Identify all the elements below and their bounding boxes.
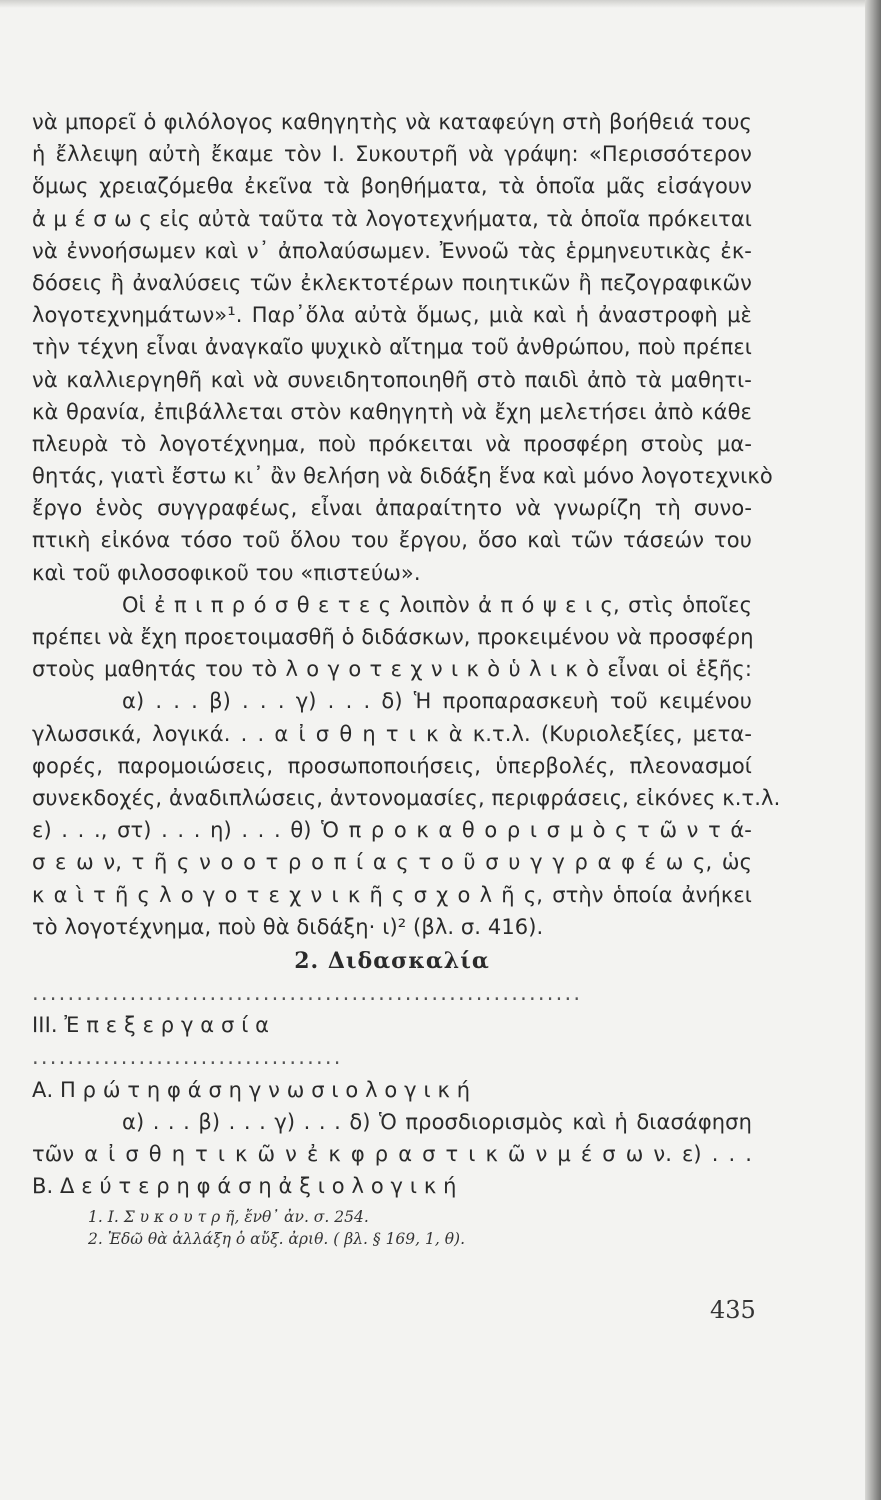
body-line: στοὺς μαθητάς του τὸ λ ο γ ο τ ε χ ν ι κ ὸ ὑ λ ι κ ὸ εἶναι οἱ ἑξῆς: <box>32 657 752 682</box>
body-line: ὅμως χρειαζόμεθα ἐκεῖνα τὰ βοηθήματα, τὰ ὁποῖα μᾶς εἰσάγουν <box>32 174 752 199</box>
body-line: λογοτεχνημάτων»¹. Παρ᾽ὅλα αὐτὰ ὅμως, μιὰ καὶ ἡ ἀναστροφὴ μὲ <box>32 303 752 328</box>
phase-a-line: α) . . . β) . . . γ) . . . δ) Ὁ προσδιορισμὸς καὶ ἡ διασάφηση <box>122 1109 752 1134</box>
body-line: νὰ μπορεῖ ὁ φιλόλογος καθηγητὴς νὰ καταφεύγη στὴ βοήθειά τους <box>32 110 752 134</box>
page-number: 435 <box>710 1296 756 1324</box>
body-line: Οἱ ἐ π ι π ρ ό σ θ ε τ ε ς λοιπὸν ἀ π ό ψ ε ι ς, στὶς ὁποῖες <box>122 592 752 617</box>
body-line: φορές, παρομοιώσεις, προσωποποιήσεις, ὑπερβολές, πλεονασμοί <box>32 753 752 778</box>
ellipsis-divider-short: ................................... <box>32 1045 343 1070</box>
footnotes <box>32 1206 752 1250</box>
document-page <box>32 106 781 1250</box>
body-line: ἡ ἔλλειψη αὐτὴ ἔκαμε τὸν Ι. Συκουτρῆ νὰ γράψη: «Περισσότερον <box>32 142 752 167</box>
body-line: θητάς, γιατὶ ἔστω κι᾽ ἂν θελήση νὰ διδάξη ἕνα καὶ μόνο λογοτεχνικὸ <box>32 464 773 489</box>
body-line: δόσεις ἢ ἀναλύσεις τῶν ἐκλεκτοτέρων ποιητικῶν ἢ πεζογραφικῶν <box>32 270 752 295</box>
page-top-shadow <box>0 0 881 8</box>
body-line: πρέπει νὰ ἔχη προετοιμασθῆ ὁ διδάσκων, προκειμένου νὰ προσφέρη <box>32 625 754 649</box>
body-line: τὴν τέχνη εἶναι ἀναγκαῖο ψυχικὸ αἴτημα τοῦ ἀνθρώπου, ποὺ πρέπει <box>32 335 752 360</box>
ellipsis-divider: .............................................................. <box>32 981 583 1006</box>
body-line: νὰ ἐννοήσωμεν καὶ ν᾽ ἀπολαύσωμεν. Ἐννοῶ τὰς ἑρμηνευτικὰς ἐκ- <box>32 238 752 263</box>
body-line: νὰ καλλιεργηθῆ καὶ νὰ συνειδητοποιηθῆ στὸ παιδὶ ἀπὸ τὰ μαθητι- <box>32 367 752 392</box>
body-text <box>32 106 781 943</box>
section-heading: 2. Διδασκαλία <box>294 947 490 974</box>
body-line: σ ε ω ν, τ ῆ ς ν ο ο τ ρ ο π ί α ς τ ο ῦ σ υ γ γ ρ α φ έ ω ς, ὡς <box>32 850 752 875</box>
body-line: γλωσσικά, λογικά. . . α ἰ σ θ η τ ι κ ὰ κ.τ.λ. (Κυριολεξίες, μετα- <box>32 721 752 746</box>
subheading-epexergasia: ΙΙΙ. Ἐ π ε ξ ε ρ γ α σ ί α <box>32 1013 270 1038</box>
body-line: τὸ λογοτέχνημα, ποὺ θὰ διδάξη· ι)² (βλ. σ. 416). <box>32 914 544 939</box>
body-line: ε) . . ., στ) . . . η) . . . θ) Ὁ π ρ ο κ α θ ο ρ ι σ μ ὸ ς τ ῶ ν τ ά- <box>32 818 752 843</box>
body-line: ἀ μ έ σ ω ς εἰς αὐτὰ ταῦτα τὰ λογοτεχνήματα, τὰ ὁποῖα πρόκειται <box>32 206 752 231</box>
body-line: κὰ θρανία, ἐπιβάλλεται στὸν καθηγητὴ νὰ ἔχη μελετήσει ἀπὸ κάθε <box>32 399 752 424</box>
body-line: συνεκδοχές, ἀναδιπλώσεις, ἀντονομασίες, περιφράσεις, εἰκόνες κ.τ.λ. <box>32 785 781 810</box>
body-line: πτικὴ εἰκόνα τόσο τοῦ ὅλου του ἔργου, ὅσο καὶ τῶν τάσεών του <box>32 528 752 553</box>
footnote-2: 2. Ἐδῶ θὰ ἀλλάξη ὁ αὔξ. ἀριθ. ( βλ. § 169, 1, θ). <box>88 1230 466 1249</box>
body-line: καὶ τοῦ φιλοσοφικοῦ του «πιστεύω». <box>32 560 421 585</box>
phase-b-heading: Β. Δ ε ύ τ ε ρ η φ ά σ η ἀ ξ ι ο λ ο γ ι κ ή <box>32 1174 457 1199</box>
body-line: ἔργο ἑνὸς συγγραφέως, εἶναι ἀπαραίτητο νὰ γνωρίζη τὴ συνο- <box>32 496 752 521</box>
phase-a-heading: Α. Π ρ ώ τ η φ ά σ η γ ν ω σ ι ο λ ο γ ι κ ή <box>32 1077 471 1102</box>
page-binding-edge <box>865 0 881 1500</box>
body-line: κ α ὶ τ ῆ ς λ ο γ ο τ ε χ ν ι κ ῆ ς σ χ ο λ ῆ ς, στὴν ὁποία ἀνήκει <box>32 882 752 907</box>
phase-a-line: τῶν α ἰ σ θ η τ ι κ ῶ ν ἐ κ φ ρ α σ τ ι κ ῶ ν μ έ σ ω ν. ε) . . . <box>32 1142 752 1166</box>
body-line: πλευρὰ τὸ λογοτέχνημα, ποὺ πρόκειται νὰ προσφέρη στοὺς μα- <box>32 431 752 456</box>
footnote-1: 1. Ι. Σ υ κ ο υ τ ρ ῆ, ἔνθ᾽ ἀν. σ. 254. <box>88 1208 369 1227</box>
body-line: α) . . . β) . . . γ) . . . δ) Ἡ προπαρασκευὴ τοῦ κειμένου <box>122 689 752 714</box>
